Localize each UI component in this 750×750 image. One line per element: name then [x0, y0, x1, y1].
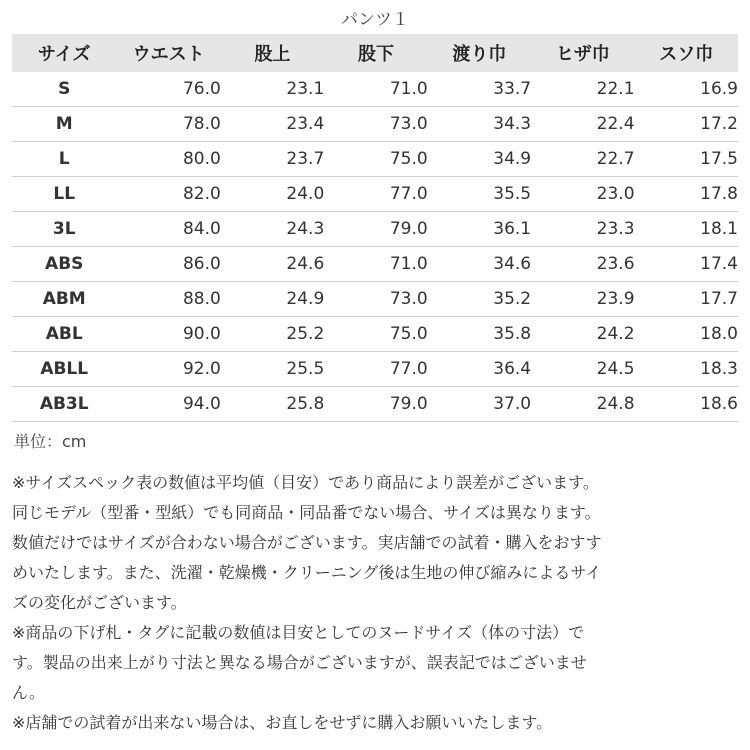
table-row: [12, 282, 738, 317]
value-cell: 22.1: [531, 72, 634, 107]
value-cell: 86.0: [116, 247, 220, 282]
header-waist: ウエスト: [116, 34, 220, 72]
table-row: [12, 107, 738, 142]
value-cell: 24.8: [531, 387, 634, 422]
table-row: [12, 387, 738, 422]
value-cell: 25.5: [221, 352, 324, 387]
value-cell: 34.6: [428, 247, 531, 282]
note-spec-average: ※サイズスペック表の数値は平均値（目安）であり商品により誤差がございます。 同じモデル（型番・型紙）でも同商品・同品番でない場合、サイズは異なります。 数値だけではサイズが合わない場合がございます。実店舗での試着・購入をおすす めいたします。また、洗濯・乾燥機・クリーニング後は生地の伸び縮みによるサイ ズの変化がございます。: [12, 473, 602, 612]
size-cell: L: [12, 142, 116, 177]
value-cell: 25.2: [221, 317, 324, 352]
value-cell: 79.0: [324, 212, 427, 247]
value-cell: 82.0: [116, 177, 220, 212]
value-cell: 16.9: [635, 72, 738, 107]
value-cell: 34.9: [428, 142, 531, 177]
value-cell: 78.0: [116, 107, 220, 142]
value-cell: 35.5: [428, 177, 531, 212]
value-cell: 35.8: [428, 317, 531, 352]
value-cell: 23.3: [531, 212, 634, 247]
value-cell: 71.0: [324, 72, 427, 107]
value-cell: 37.0: [428, 387, 531, 422]
header-knee-width: ヒザ巾: [531, 34, 634, 72]
value-cell: 25.8: [221, 387, 324, 422]
header-size: サイズ: [12, 34, 116, 72]
value-cell: 73.0: [324, 107, 427, 142]
value-cell: 24.5: [531, 352, 634, 387]
notes: [12, 468, 740, 738]
value-cell: 77.0: [324, 352, 427, 387]
table-row: [12, 317, 738, 352]
value-cell: 92.0: [116, 352, 220, 387]
size-cell: ABL: [12, 317, 116, 352]
size-cell: ABS: [12, 247, 116, 282]
value-cell: 23.4: [221, 107, 324, 142]
value-cell: 79.0: [324, 387, 427, 422]
value-cell: 33.7: [428, 72, 531, 107]
table-row: [12, 72, 738, 107]
value-cell: 23.7: [221, 142, 324, 177]
header-inseam: 股下: [324, 34, 427, 72]
value-cell: 23.9: [531, 282, 634, 317]
value-cell: 88.0: [116, 282, 220, 317]
table-header-row: [12, 34, 738, 72]
value-cell: 18.0: [635, 317, 738, 352]
unit-label: 単位：cm: [14, 432, 87, 451]
value-cell: 36.4: [428, 352, 531, 387]
value-cell: 77.0: [324, 177, 427, 212]
note-fitting: ※店舗での試着が出来ない場合は、お直しをせずに購入お願いいたします。: [12, 713, 553, 732]
value-cell: 23.0: [531, 177, 634, 212]
value-cell: 24.3: [221, 212, 324, 247]
value-cell: 18.6: [635, 387, 738, 422]
value-cell: 73.0: [324, 282, 427, 317]
value-cell: 18.1: [635, 212, 738, 247]
value-cell: 76.0: [116, 72, 220, 107]
value-cell: 75.0: [324, 317, 427, 352]
size-table: [12, 34, 738, 422]
value-cell: 84.0: [116, 212, 220, 247]
table-row: [12, 247, 738, 282]
value-cell: 23.1: [221, 72, 324, 107]
size-cell: LL: [12, 177, 116, 212]
size-cell: M: [12, 107, 116, 142]
value-cell: 22.7: [531, 142, 634, 177]
value-cell: 94.0: [116, 387, 220, 422]
value-cell: 75.0: [324, 142, 427, 177]
header-rise: 股上: [221, 34, 324, 72]
value-cell: 24.2: [531, 317, 634, 352]
table-title: パンツ１: [341, 10, 409, 30]
table-row: [12, 177, 738, 212]
value-cell: 71.0: [324, 247, 427, 282]
value-cell: 80.0: [116, 142, 220, 177]
value-cell: 90.0: [116, 317, 220, 352]
value-cell: 24.0: [221, 177, 324, 212]
table-row: [12, 352, 738, 387]
header-hem-width: スソ巾: [635, 34, 738, 72]
size-cell: AB3L: [12, 387, 116, 422]
value-cell: 23.6: [531, 247, 634, 282]
value-cell: 24.6: [221, 247, 324, 282]
value-cell: 18.3: [635, 352, 738, 387]
size-cell: ABLL: [12, 352, 116, 387]
table-row: [12, 142, 738, 177]
size-cell: 3L: [12, 212, 116, 247]
value-cell: 17.7: [635, 282, 738, 317]
value-cell: 17.4: [635, 247, 738, 282]
size-cell: ABM: [12, 282, 116, 317]
value-cell: 17.5: [635, 142, 738, 177]
value-cell: 17.8: [635, 177, 738, 212]
value-cell: 36.1: [428, 212, 531, 247]
value-cell: 34.3: [428, 107, 531, 142]
note-tag-nude-size: ※商品の下げ札・タグに記載の数値は目安としてのヌードサイズ（体の寸法）で す。製品の出来上がり寸法と異なる場合がございますが、誤表記ではございませ ん。: [12, 623, 587, 702]
value-cell: 35.2: [428, 282, 531, 317]
table-row: [12, 212, 738, 247]
value-cell: 24.9: [221, 282, 324, 317]
value-cell: 17.2: [635, 107, 738, 142]
size-cell: S: [12, 72, 116, 107]
header-thigh-width: 渡り巾: [428, 34, 531, 72]
value-cell: 22.4: [531, 107, 634, 142]
